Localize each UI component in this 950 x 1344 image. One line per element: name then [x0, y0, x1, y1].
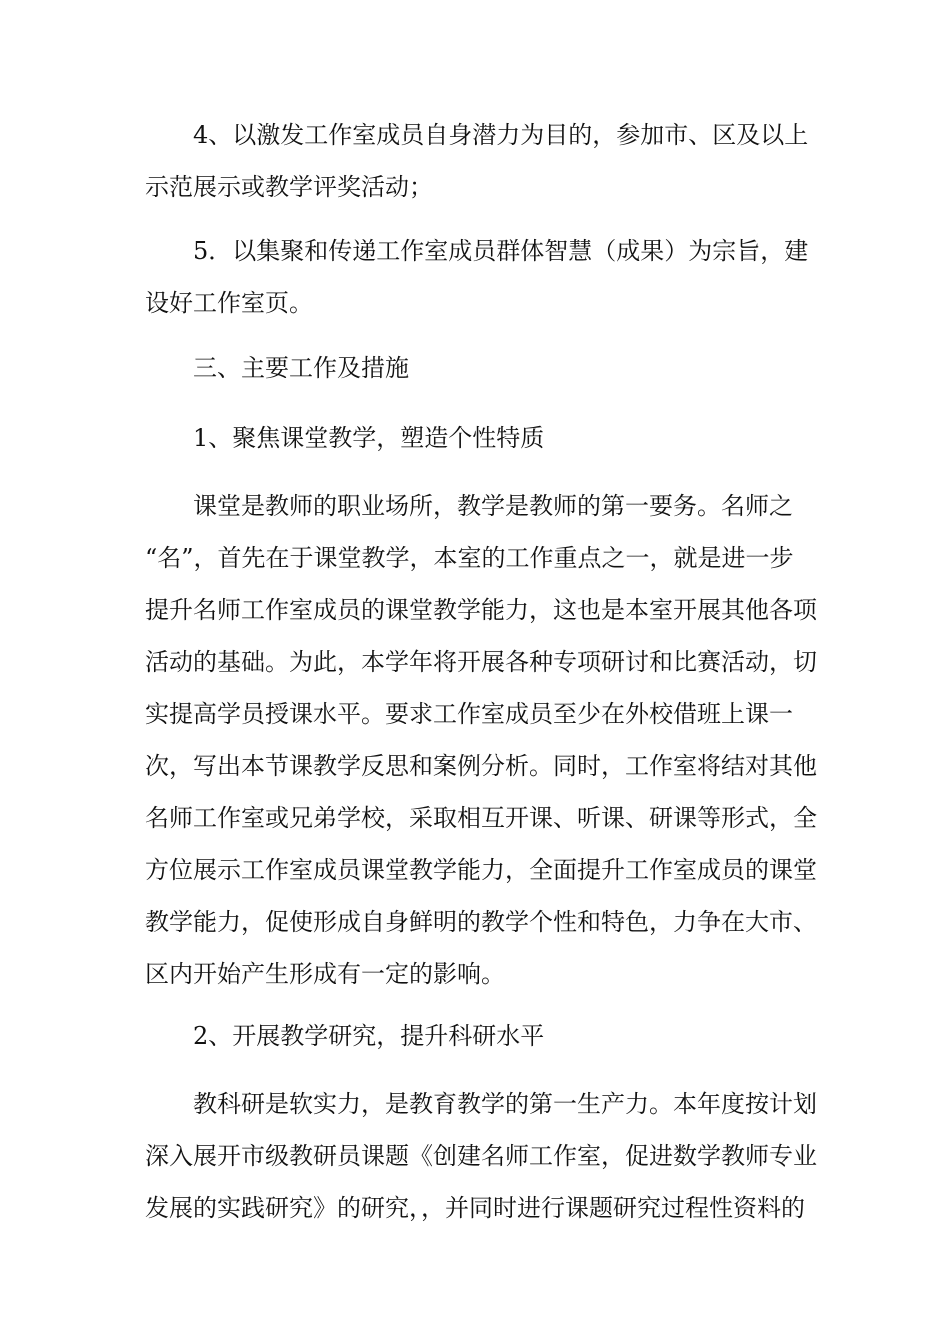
text-line: 活动的基础。为此，本学年将开展各种专项研讨和比赛活动，切: [145, 648, 817, 676]
text-line: 教科研是软实力，是教育教学的第一生产力。本年度按计划: [193, 1090, 817, 1118]
text-line: 次，写出本节课教学反思和案例分析。同时，工作室将结对其他: [145, 752, 817, 780]
text-line: 深入展开市级教研员课题《创建名师工作室，促进数学教师专业: [145, 1142, 817, 1170]
text-line: 教学能力，促使形成自身鲜明的教学个性和特色，力争在大市、: [145, 908, 817, 936]
subsection-heading: 2、开展教学研究，提升科研水平: [193, 1022, 545, 1050]
text-line: 区内开始产生形成有一定的影响。: [145, 960, 505, 988]
text-line: 课堂是教师的职业场所，教学是教师的第一要务。名师之: [193, 492, 793, 520]
section-3-heading: [145, 342, 805, 394]
text-line: 名师工作室或兄弟学校，采取相互开课、听课、研课等形式，全: [145, 804, 817, 832]
subsection-1-body: [145, 480, 817, 1000]
text-line: 4、以激发工作室成员自身潜力为目的，参加市、区及以上: [193, 121, 809, 149]
text-line: 设好工作室页。: [145, 289, 313, 317]
text-line: 5．以集聚和传递工作室成员群体智慧（成果）为宗旨，建: [193, 237, 809, 265]
subsection-2-heading: [145, 1010, 805, 1062]
text-line: 提升名师工作室成员的课堂教学能力，这也是本室开展其他各项: [145, 596, 817, 624]
text-line: 方位展示工作室成员课堂教学能力，全面提升工作室成员的课堂: [145, 856, 817, 884]
text-line: “名”，首先在于课堂教学，本室的工作重点之一，就是进一步: [145, 544, 794, 572]
text-line: 发展的实践研究》的研究，，并同时进行课题研究过程性资料的: [145, 1194, 805, 1222]
subsection-heading: 1、聚焦课堂教学，塑造个性特质: [193, 424, 545, 452]
item-5-paragraph: [145, 225, 809, 329]
subsection-1-heading: [145, 412, 805, 464]
section-heading: 三、主要工作及措施: [193, 354, 409, 382]
text-line: 示范展示或教学评奖活动；: [145, 173, 433, 201]
text-line: 实提高学员授课水平。要求工作室成员至少在外校借班上课一: [145, 700, 793, 728]
subsection-2-body: [145, 1078, 817, 1234]
item-4-paragraph: [145, 109, 809, 213]
